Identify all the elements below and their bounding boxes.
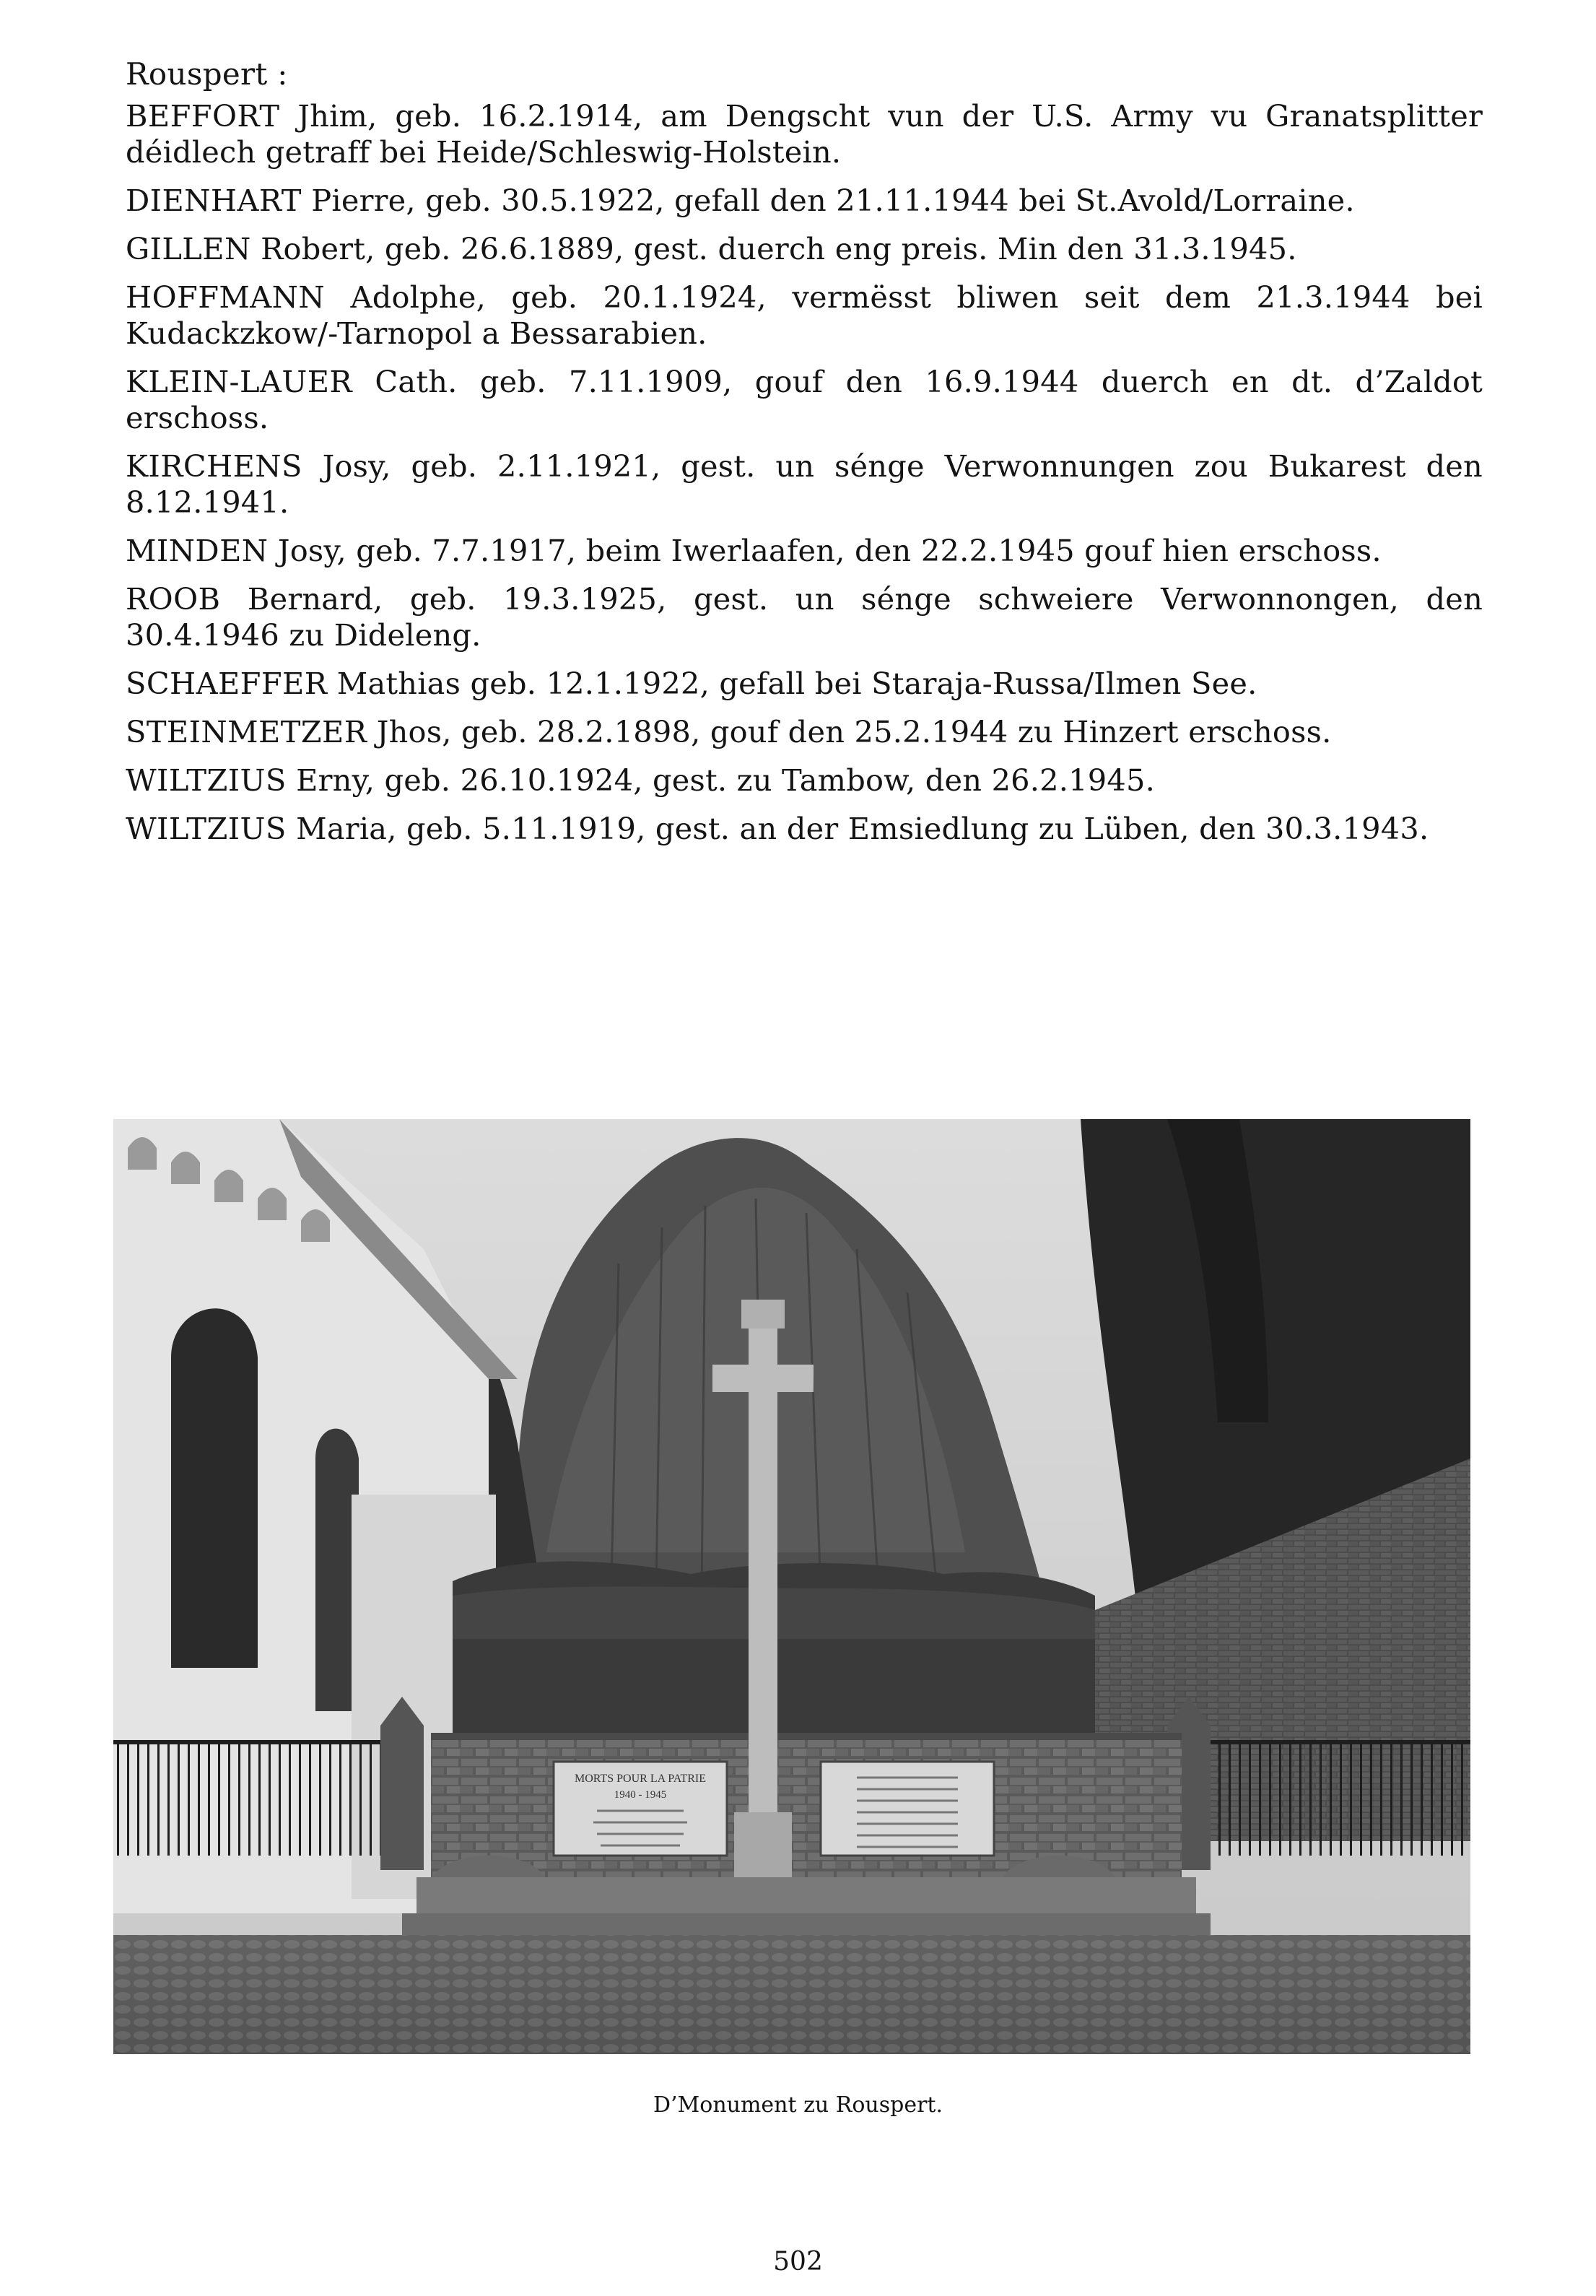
list-item xyxy=(126,533,1483,569)
entry-surname: BEFFORT xyxy=(126,98,280,134)
list-item xyxy=(126,231,1483,267)
entry-surname: KLEIN-LAUER xyxy=(126,364,353,399)
text-block xyxy=(126,56,1483,859)
plaque-left-line1: MORTS POUR LA PATRIE xyxy=(574,1773,707,1785)
entry-surname: ROOB xyxy=(126,581,221,617)
list-item xyxy=(126,811,1483,847)
entry-details: Robert, geb. 26.6.1889, gest. duerch eng preis. Min den 31.3.1945. xyxy=(250,231,1297,266)
victim-list xyxy=(126,98,1483,847)
stone-cross xyxy=(749,1321,777,1870)
entry-details: Erny, geb. 26.10.1924, gest. zu Tambow, den 26.2.1945. xyxy=(286,762,1155,798)
monument-photo xyxy=(113,1119,1470,2054)
entry-surname: DIENHART xyxy=(126,183,302,218)
entry-surname: KIRCHENS xyxy=(126,448,302,484)
entry-details: Pierre, geb. 30.5.1922, gefall den 21.11.1944 bei St.Avold/Lorraine. xyxy=(301,183,1355,218)
entry-details: Josy, geb. 7.7.1917, beim Iwerlaafen, den 22.2.1945 gouf hien erschoss. xyxy=(268,533,1382,568)
list-item xyxy=(126,581,1483,653)
entry-surname: SCHAEFFER xyxy=(126,666,328,701)
entry-details: Josy, geb. 2.11.1921, gest. un sénge Verwonnungen zou Bukarest den 8.12.1941. xyxy=(126,448,1483,520)
entry-surname: STEINMETZER xyxy=(126,714,367,749)
entry-surname: WILTZIUS xyxy=(126,762,287,798)
list-item xyxy=(126,714,1483,750)
list-item xyxy=(126,762,1483,799)
list-item xyxy=(126,666,1483,702)
entry-surname: GILLEN xyxy=(126,231,251,266)
entry-details: Jhos, geb. 28.2.1898, gouf den 25.2.1944 zu Hinzert erschoss. xyxy=(367,714,1332,749)
entry-surname: HOFFMANN xyxy=(126,279,326,315)
list-item xyxy=(126,183,1483,219)
page-number: 502 xyxy=(773,2247,823,2277)
photo-caption: D’Monument zu Rouspert. xyxy=(653,2092,943,2118)
entry-details: Bernard, geb. 19.3.1925, gest. un sénge schweiere Verwonnongen, den 30.4.1946 zu Dideleng. xyxy=(126,581,1483,653)
section-heading: Rouspert : xyxy=(126,56,288,92)
list-item xyxy=(126,364,1483,436)
list-item xyxy=(126,98,1483,170)
entry-details: Maria, geb. 5.11.1919, gest. an der Emsiedlung zu Lüben, den 30.3.1943. xyxy=(286,811,1429,846)
entry-details: Adolphe, geb. 20.1.1924, vermësst bliwen seit dem 21.3.1944 bei Kudackzkow/-Tarnopol a Bessarabien. xyxy=(126,279,1483,351)
entry-details: Mathias geb. 12.1.1922, gefall bei Staraja-Russa/Ilmen See. xyxy=(327,666,1257,701)
monument-photo-drawing xyxy=(113,1119,1470,2054)
plaque-left-line2: 1940 - 1945 xyxy=(614,1789,667,1801)
memorial-plaque-right xyxy=(821,1762,994,1856)
entry-details: Cath. geb. 7.11.1909, gouf den 16.9.1944 duerch en dt. d’Zaldot erschoss. xyxy=(126,364,1483,435)
entry-details: Jhim, geb. 16.2.1914, am Dengscht vun der U.S. Army vu Granatsplitter déidlech getraff bei Heide/Schleswig-Holstein. xyxy=(126,98,1483,170)
list-item xyxy=(126,279,1483,352)
entry-surname: MINDEN xyxy=(126,533,269,568)
entry-surname: WILTZIUS xyxy=(126,811,287,846)
list-item xyxy=(126,448,1483,521)
